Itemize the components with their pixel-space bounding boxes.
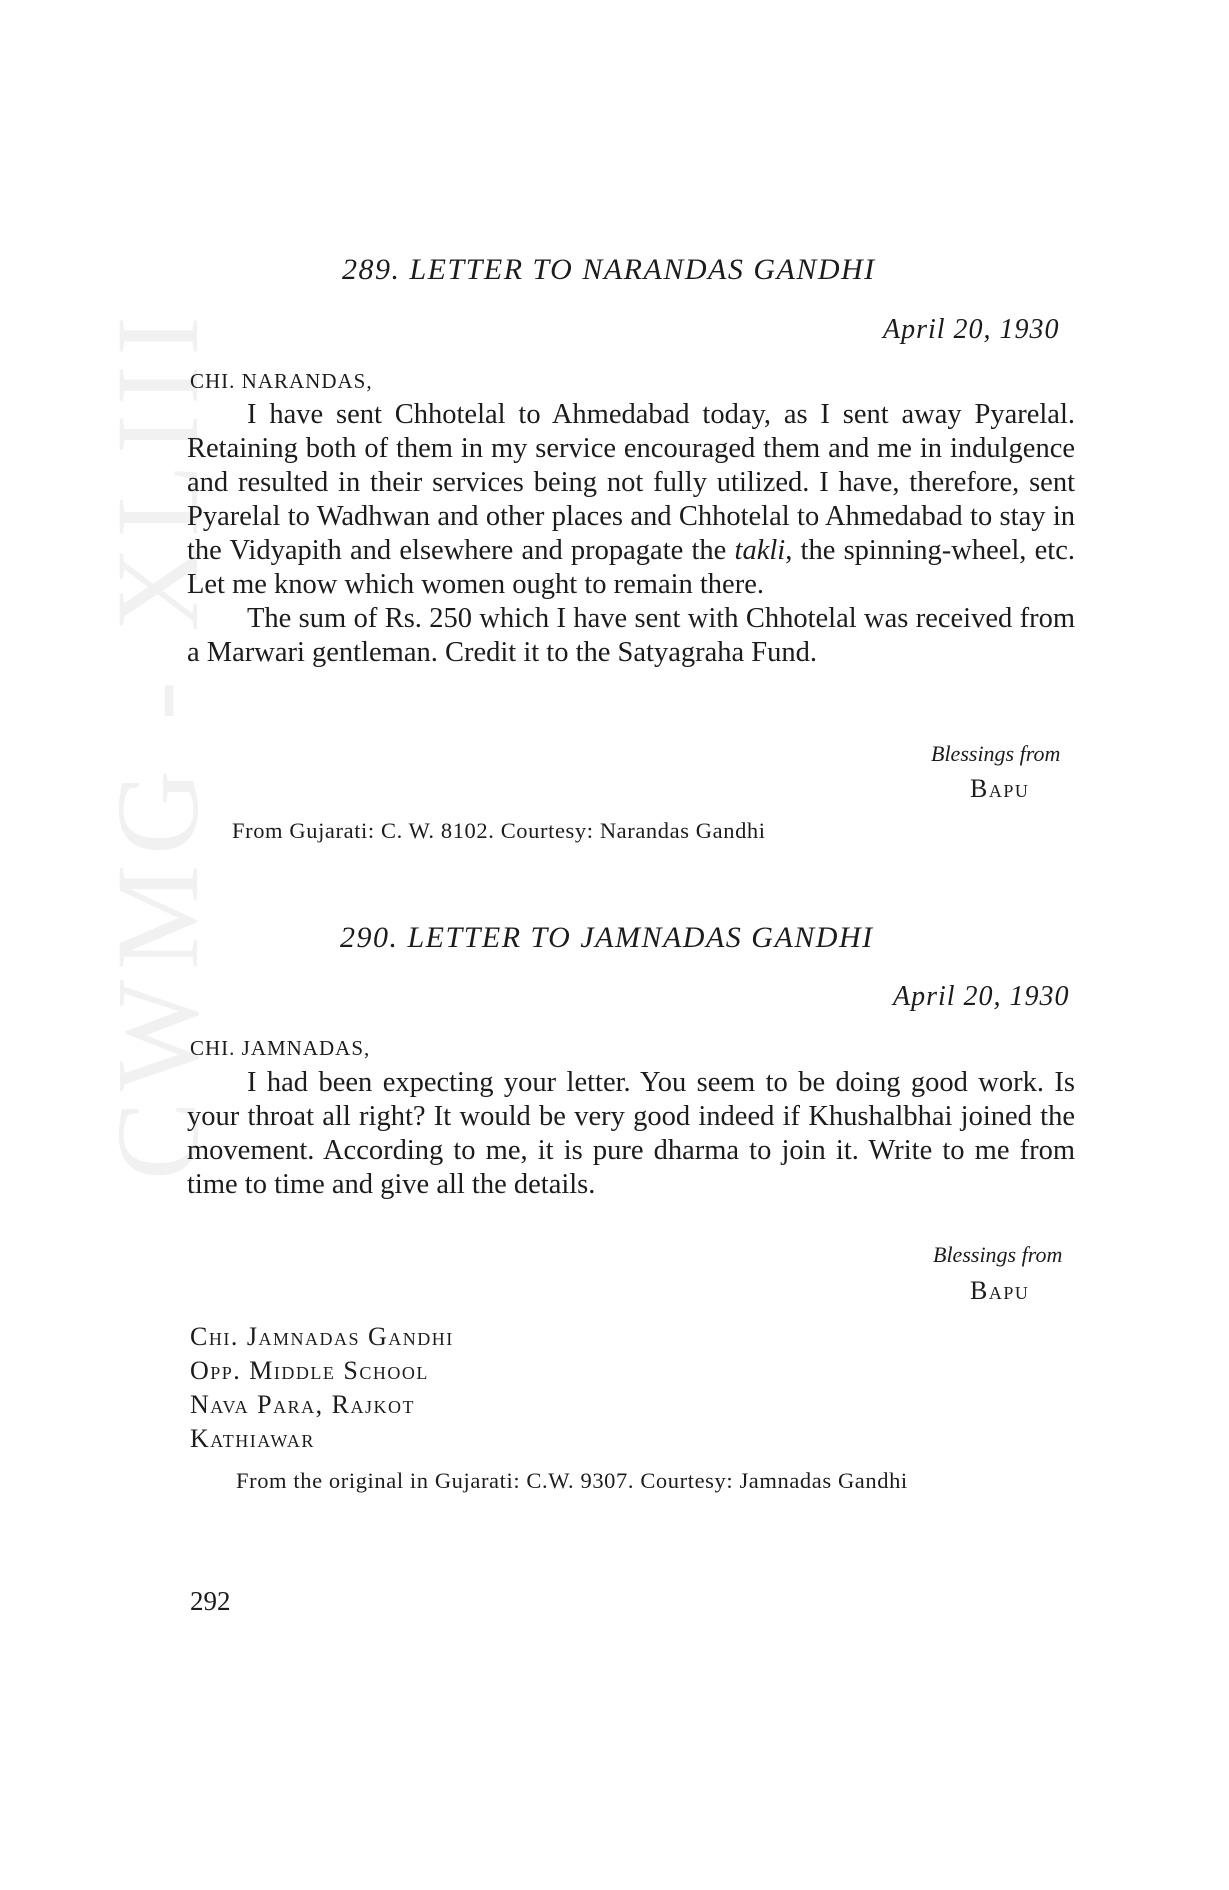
letter-heading: 289. LETTER TO NARANDAS GANDHI <box>342 253 876 286</box>
address-line: Opp. Middle School <box>190 1356 429 1385</box>
salutation: CHI. NARANDAS, <box>190 369 373 393</box>
signature: Bapu <box>970 1276 1030 1305</box>
paragraph: I had been expecting your letter. You seem to be doing good work. Is your throat all right? It would be very good indeed if Khushalbhai joined the movement. According to me, it is pure dharma to join it. Write to me from time to time and give all the details. <box>187 1067 1075 1200</box>
letter-body <box>187 1066 1075 1202</box>
source-note: From Gujarati: C. W. 8102. Courtesy: Narandas Gandhi <box>232 818 766 843</box>
signature: Bapu <box>970 774 1030 803</box>
salutation: CHI. JAMNADAS, <box>190 1036 371 1060</box>
letter-date: April 20, 1930 <box>883 314 1060 345</box>
address-line: Kathiawar <box>190 1424 315 1453</box>
paragraph: The sum of Rs. 250 which I have sent with Chhotelal was received from a Marwari gentleman. Credit it to the Satyagraha Fund. <box>187 603 1075 668</box>
address-line: Nava Para, Rajkot <box>190 1390 415 1419</box>
page-number: 292 <box>190 1586 231 1616</box>
letter-body <box>187 398 1075 670</box>
closing: Blessings from <box>931 741 1061 766</box>
letter-date: April 20, 1930 <box>893 981 1070 1012</box>
watermark: CWMG - XLIII <box>92 306 223 1180</box>
address-line: Chi. Jamnadas Gandhi <box>190 1322 454 1351</box>
closing: Blessings from <box>933 1242 1063 1267</box>
letter-heading: 290. LETTER TO JAMNADAS GANDHI <box>340 921 874 954</box>
source-note: From the original in Gujarati: C.W. 9307. Courtesy: Jamnadas Gandhi <box>236 1468 908 1493</box>
paragraph: I have sent Chhotelal to Ahmedabad today, as I sent away Pyarelal. Retaining both of them in my service encouraged them and me in indulgence and resulted in their services being not fully utilized. I have, therefore, sent Pyarelal to Wadhwan and other places and Chhotelal to Ahmedabad to stay in the Vidyapith and elsewhere and propagate the takli, the spinning-wheel, etc. Let me know which women ought to remain there. <box>187 399 1075 600</box>
